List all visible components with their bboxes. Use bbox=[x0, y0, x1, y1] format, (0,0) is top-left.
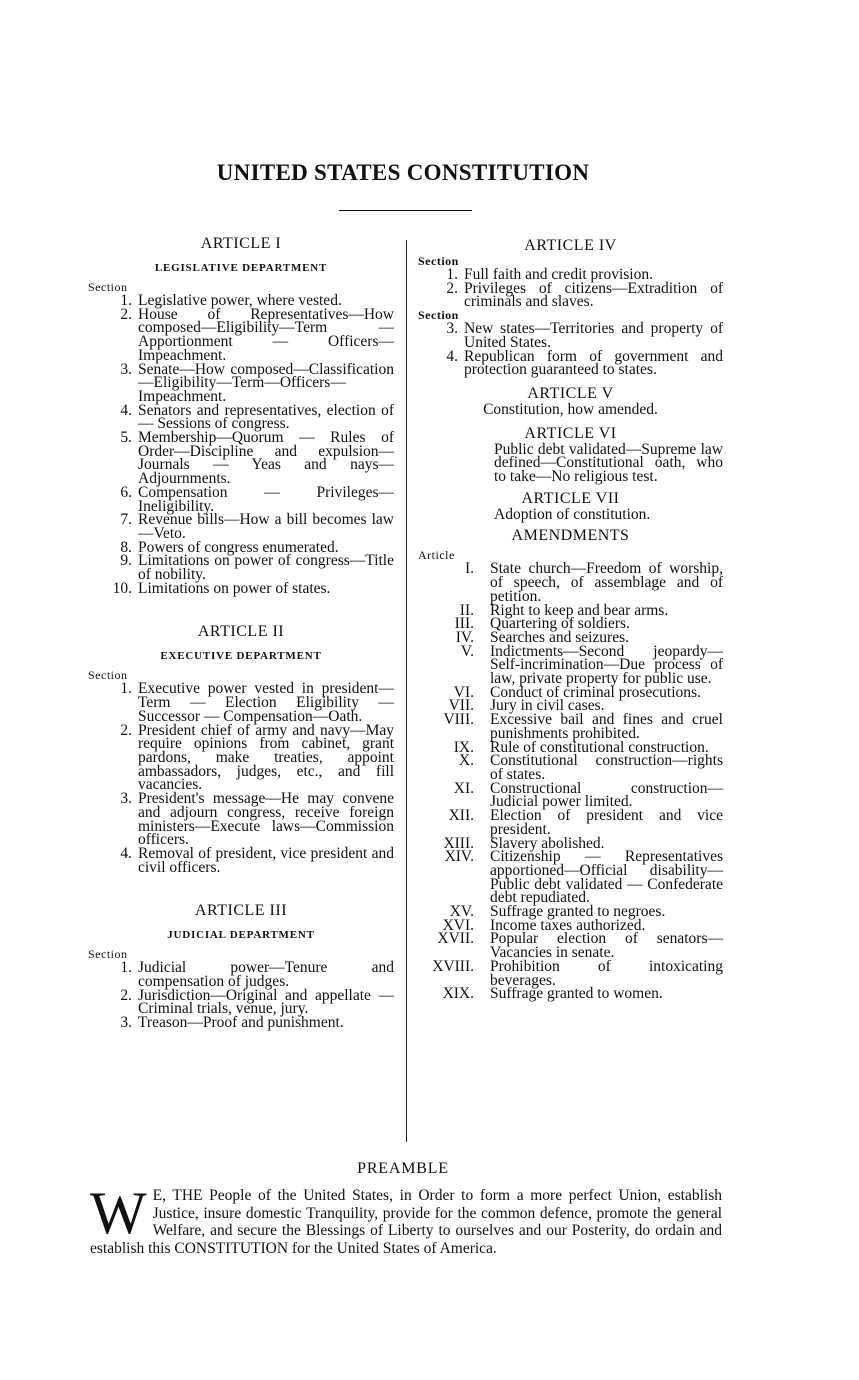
section-item bbox=[88, 986, 394, 1018]
section-text: Senators and representatives, election of — Sessions of congress. bbox=[138, 401, 394, 433]
section-item bbox=[418, 347, 723, 379]
amendment-number: XVI. bbox=[442, 916, 474, 934]
amendment-text: Prohibition of intoxicating beverages. bbox=[490, 957, 723, 989]
section-text: Privileges of citizens—Extradition of criminals and slaves. bbox=[464, 279, 723, 311]
amendment-item bbox=[418, 809, 723, 836]
section-text: President's message—He may convene and adjourn congress, receive foreign ministers—Execute laws—Commission officers. bbox=[138, 790, 394, 849]
amendment-item bbox=[418, 713, 723, 740]
section-item bbox=[88, 513, 394, 540]
section-number: 1. bbox=[120, 959, 132, 977]
amendment-item bbox=[418, 779, 723, 811]
amendment-number: XIX. bbox=[442, 985, 474, 1003]
section-text: Legislative power, where vested. bbox=[138, 292, 342, 309]
preamble-text: E, THE People of the United States, in Order to form a more perfect Union, establish Justice, insure domestic Tranquility, provide for the common defence, promote the general Welfare, and secure the Blessings of Liberty to ourselves and our Posterity, do ordain and establish this CONSTITUTION for the United States of America. bbox=[90, 1187, 722, 1257]
section-text: Removal of president, vice president and civil officers. bbox=[138, 844, 394, 876]
article-6-heading: ARTICLE VI bbox=[524, 424, 617, 442]
amendment-number: V. bbox=[460, 642, 474, 660]
amendment-text: Suffrage granted to negroes. bbox=[490, 903, 666, 921]
amendment-text: Excessive bail and fines and cruel punishments prohibited. bbox=[490, 711, 723, 742]
section-text: Compensation — Privileges—Ineligibility. bbox=[138, 483, 394, 515]
article-1-section-label: Section bbox=[88, 280, 128, 294]
article-3-section-label: Section bbox=[88, 947, 128, 962]
section-number: 1. bbox=[446, 266, 458, 283]
section-number: 2. bbox=[120, 305, 132, 323]
article-3-department: JUDICIAL DEPARTMENT bbox=[167, 929, 315, 942]
section-item bbox=[88, 305, 394, 364]
amendment-text: Jury in civil cases. bbox=[490, 697, 605, 715]
section-text: Limitations on power of congress—Title of nobility. bbox=[138, 552, 394, 584]
preamble-heading: PREAMBLE bbox=[357, 1160, 449, 1177]
section-item bbox=[418, 279, 723, 311]
article-2-heading: ARTICLE II bbox=[197, 623, 285, 641]
amendment-number: XII. bbox=[448, 807, 474, 825]
section-text: New states—Territories and property of United States. bbox=[464, 320, 723, 351]
section-item bbox=[88, 682, 394, 723]
article-6-text: Public debt validated—Supreme law defined—Constitutional oath, who to take—No religious test. bbox=[494, 440, 723, 486]
article-5-text: Constitution, how amended. bbox=[483, 400, 658, 418]
article-7-text: Adoption of constitution. bbox=[494, 505, 651, 523]
amendment-text: State church—Freedom of worship, of speech, of assemblage and of petition. bbox=[490, 560, 723, 605]
article-1-department: LEGISLATIVE DEPARTMENT bbox=[154, 262, 328, 274]
amendment-number: IV. bbox=[455, 628, 474, 646]
amendment-text: Searches and seizures. bbox=[490, 628, 630, 646]
amendment-text: Conduct of criminal prosecutions. bbox=[490, 683, 701, 701]
article-4-section-label-2: Section bbox=[418, 308, 459, 323]
amendment-number: III. bbox=[454, 615, 474, 633]
amendment-item bbox=[418, 930, 723, 962]
amendment-text: Right to keep and bear arms. bbox=[490, 601, 669, 619]
article-1-list bbox=[88, 294, 394, 595]
section-text: House of Representatives—How composed—Eligibility—Term — Apportionment — Officers—Impeachment. bbox=[138, 305, 394, 364]
section-number: 3. bbox=[120, 790, 132, 808]
section-number: 3. bbox=[120, 360, 132, 378]
amendment-item bbox=[418, 987, 723, 1001]
section-text: Republican form of government and protection guaranteed to states. bbox=[464, 347, 723, 379]
article-1-heading: ARTICLE I bbox=[200, 235, 282, 252]
section-text: Senate—How composed—Classification—Eligibility—Term—Officers—Impeachment. bbox=[138, 360, 394, 405]
article-3-list bbox=[88, 961, 394, 1030]
preamble-text-block bbox=[90, 1180, 722, 1257]
section-number: 3. bbox=[120, 1014, 132, 1032]
amendments-list bbox=[418, 562, 723, 1001]
section-number: 4. bbox=[120, 401, 132, 419]
amendment-text: Suffrage granted to women. bbox=[490, 985, 663, 1003]
section-number: 2. bbox=[446, 279, 458, 297]
amendment-number: XVII. bbox=[437, 930, 474, 948]
article-2-section-label: Section bbox=[88, 668, 128, 683]
article-4-list-a bbox=[418, 268, 723, 309]
article-4-section-label: Section bbox=[418, 254, 459, 268]
amendment-number: X. bbox=[458, 752, 474, 770]
section-item bbox=[88, 844, 394, 876]
amendment-item bbox=[418, 850, 723, 905]
amendment-number: XVIII. bbox=[432, 957, 474, 975]
amendment-text: Indictments—Second jeopardy—Self-incrimination—Due process of law, private property for public use. bbox=[490, 642, 723, 688]
section-number: 4. bbox=[120, 844, 132, 862]
title-divider bbox=[339, 210, 472, 211]
amendment-item bbox=[418, 754, 723, 781]
amendment-item bbox=[418, 957, 723, 989]
section-number: 9. bbox=[120, 552, 132, 570]
amendment-number: XV. bbox=[449, 903, 474, 921]
section-text: Judicial power—Tenure and compensation of judges. bbox=[138, 959, 394, 991]
section-text: Treason—Proof and punishment. bbox=[138, 1014, 344, 1032]
amendment-number: I. bbox=[464, 560, 474, 578]
section-item bbox=[88, 792, 394, 847]
article-2-list bbox=[88, 682, 394, 874]
amendment-text: Income taxes authorized. bbox=[490, 916, 646, 934]
section-item bbox=[88, 360, 394, 405]
amendment-text: Election of president and vice president. bbox=[490, 807, 723, 838]
amendment-number: IX. bbox=[453, 738, 474, 756]
section-item bbox=[88, 483, 394, 515]
section-number: 6. bbox=[120, 483, 132, 501]
column-divider bbox=[406, 240, 407, 1142]
amendment-number: II. bbox=[459, 601, 474, 619]
amendment-item bbox=[418, 642, 723, 688]
right-column bbox=[418, 237, 723, 1001]
amendment-number: VIII. bbox=[443, 711, 474, 729]
amendment-text: Slavery abolished. bbox=[490, 834, 605, 852]
amendment-number: XI. bbox=[453, 779, 474, 797]
article-2-department: EXECUTIVE DEPARTMENT bbox=[160, 650, 322, 663]
article-5-heading: ARTICLE V bbox=[527, 384, 614, 402]
section-item bbox=[88, 721, 394, 794]
section-item bbox=[88, 431, 394, 486]
section-number: 5. bbox=[120, 429, 132, 447]
section-item bbox=[88, 1016, 394, 1030]
section-text: Executive power vested in president—Term — Election Eligibility — Successor — Compensation—Oath. bbox=[138, 680, 394, 725]
section-text: Limitations on power of states. bbox=[138, 579, 331, 597]
amendment-text: Constitutional construction—rights of states. bbox=[490, 752, 723, 783]
amendment-text: Citizenship — Representatives apportioned—Official disability—Public debt validated — Confederate debt repudiated. bbox=[490, 848, 723, 907]
amendment-text: Constructional construction—Judicial power limited. bbox=[490, 779, 723, 811]
article-7-heading: ARTICLE VII bbox=[521, 489, 620, 507]
section-number: 4. bbox=[446, 347, 458, 365]
section-text: President chief of army and navy—May require opinions from cabinet, grant pardons, make treaties, appoint ambassadors, judges, etc., and fill vacancies. bbox=[138, 721, 394, 794]
section-number: 1. bbox=[120, 292, 132, 309]
section-item bbox=[418, 322, 723, 349]
section-text: Powers of congress enumerated. bbox=[138, 538, 339, 556]
section-number: 1. bbox=[120, 680, 132, 698]
section-number: 2. bbox=[120, 721, 132, 739]
amendment-text: Popular election of senators—Vacancies in senate. bbox=[490, 930, 723, 962]
amendment-number: XIV. bbox=[444, 848, 474, 866]
section-item bbox=[88, 579, 394, 597]
amendments-article-label: Article bbox=[418, 548, 455, 563]
section-text: Jurisdiction—Original and appellate — Criminal trials, venue, jury. bbox=[138, 986, 394, 1018]
section-number: 7. bbox=[120, 511, 132, 529]
section-number: 2. bbox=[120, 986, 132, 1004]
amendment-number: VII. bbox=[448, 697, 474, 715]
article-4-list-b bbox=[418, 322, 723, 377]
section-text: Membership—Quorum — Rules of Order—Discipline and expulsion—Journals — Yeas and nays—Adjournments. bbox=[138, 429, 394, 488]
section-text: Revenue bills—How a bill becomes law—Veto. bbox=[138, 511, 394, 542]
amendment-text: Quartering of soldiers. bbox=[490, 615, 630, 633]
amendment-item bbox=[418, 562, 723, 603]
section-number: 10. bbox=[112, 579, 132, 597]
page-title: UNITED STATES CONSTITUTION bbox=[216, 160, 590, 185]
preamble-dropcap: W bbox=[90, 1180, 147, 1246]
amendment-text: Rule of constitutional construction. bbox=[490, 738, 709, 756]
section-item bbox=[88, 959, 394, 991]
article-3-heading: ARTICLE III bbox=[194, 902, 288, 920]
amendment-number: XIII. bbox=[443, 834, 474, 852]
section-number: 8. bbox=[120, 538, 132, 556]
amendments-heading: AMENDMENTS bbox=[511, 527, 630, 545]
amendment-number: VI. bbox=[453, 683, 474, 701]
article-4-heading: ARTICLE IV bbox=[524, 237, 617, 254]
section-number: 3. bbox=[446, 320, 458, 338]
section-item bbox=[88, 401, 394, 433]
section-text: Full faith and credit provision. bbox=[464, 266, 653, 283]
left-column bbox=[88, 235, 394, 1030]
section-item bbox=[88, 552, 394, 584]
